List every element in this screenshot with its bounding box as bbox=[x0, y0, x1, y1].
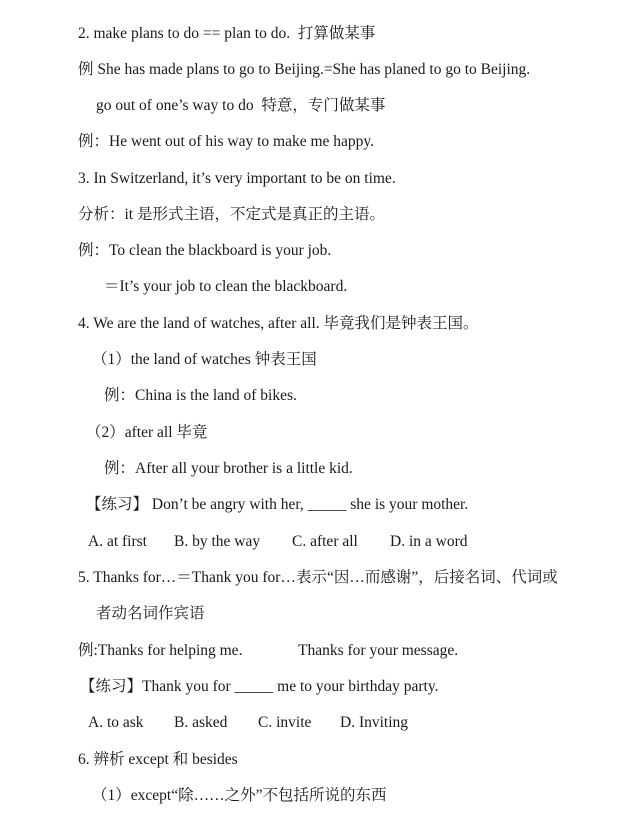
phrase-line: go out of one’s way to do 特意，专门做某事 bbox=[96, 97, 386, 114]
option-b: B. by the way bbox=[174, 533, 261, 550]
point-4-heading: 4. We are the land of watches, after all. 毕竟我们是钟表王国。 bbox=[78, 315, 479, 332]
option-d: D. in a word bbox=[390, 533, 468, 550]
exercise-question: 【练习】 Don’t be angry with her, _____ she is your mother. bbox=[86, 496, 469, 513]
sub-point: （1）except“除……之外”不包括所说的东西 bbox=[92, 787, 387, 804]
example-sentence: ＝It’s your job to clean the blackboard. bbox=[104, 278, 348, 295]
example-sentence: 例：To clean the blackboard is your job. bbox=[78, 242, 332, 259]
option-a: A. to ask bbox=[88, 714, 144, 731]
example-sentence: Thanks for your message. bbox=[298, 642, 459, 659]
example-sentence: 例：China is the land of bikes. bbox=[104, 387, 297, 404]
option-c: C. invite bbox=[258, 714, 312, 731]
example-sentence: 例：After all your brother is a little kid. bbox=[104, 460, 353, 477]
point-2-heading: 2. make plans to do == plan to do. 打算做某事 bbox=[78, 25, 376, 42]
option-c: C. after all bbox=[292, 533, 358, 550]
exercise-question: 【练习】Thank you for _____ me to your birthday party. bbox=[80, 678, 439, 695]
example-sentence: 例 She has made plans to go to Beijing.=She has planed to go to Beijing. bbox=[78, 61, 531, 78]
example-sentence: 例:Thanks for helping me. bbox=[78, 642, 243, 659]
point-6-heading: 6. 辨析 except 和 besides bbox=[78, 751, 238, 768]
analysis-line: 分析：it 是形式主语，不定式是真正的主语。 bbox=[78, 206, 385, 223]
exercise-options bbox=[88, 713, 608, 833]
point-5-continuation: 者动名词作宾语 bbox=[96, 605, 205, 622]
sub-point: （1）the land of watches 钟表王国 bbox=[92, 351, 317, 368]
example-sentence: 例：He went out of his way to make me happy. bbox=[78, 133, 375, 150]
point-3-heading: 3. In Switzerland, it’s very important to be on time. bbox=[78, 170, 396, 187]
option-b: B. asked bbox=[174, 714, 228, 731]
point-5-heading: 5. Thanks for…＝Thank you for…表示“因…而感谢”，后接名词、代词或 bbox=[78, 569, 558, 586]
option-d: D. Inviting bbox=[340, 714, 409, 731]
exercise-options bbox=[88, 532, 608, 652]
option-a: A. at first bbox=[88, 533, 147, 550]
sub-point: （2）after all 毕竟 bbox=[86, 424, 208, 441]
